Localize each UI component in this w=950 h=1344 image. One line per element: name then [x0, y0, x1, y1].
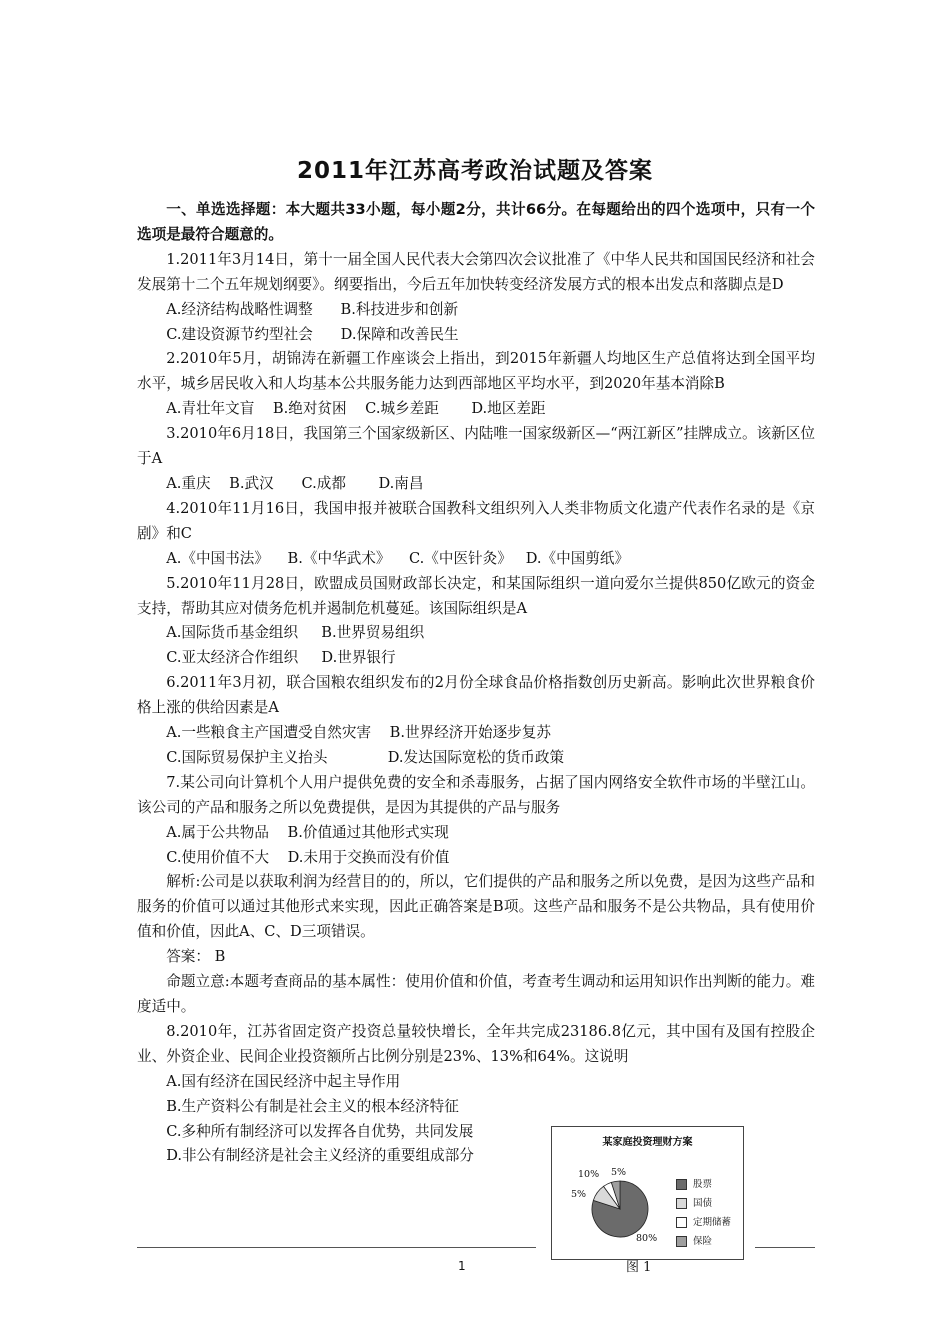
legend-label-insurance: 保险 — [693, 1236, 713, 1247]
footer-divider-right — [755, 1247, 815, 1248]
question-8-option-a: A.国有经济在国民经济中起主导作用 — [166, 1072, 401, 1090]
question-6-options-ab: A.一些粮食主产国遭受自然灾害 B.世界经济开始逐步复苏 — [166, 724, 551, 742]
legend-item-insurance — [676, 1232, 731, 1251]
footer-divider-left — [137, 1247, 536, 1248]
question-4: 4.2010年11月16日，我国申报并被联合国教科文组织列入人类非物质文化遗产代表作名录的是《京剧》和C — [137, 499, 815, 542]
question-7-options-cd: C.使用价值不大 D.未用于交换而没有价值 — [166, 848, 450, 866]
question-3: 3.2010年6月18日，我国第三个国家级新区、内陆唯一国家级新区—“两江新区”挂牌成立。该新区位于A — [137, 425, 815, 468]
question-8-option-c: C.多种所有制经济可以发挥各自优势，共同发展 — [166, 1122, 474, 1140]
legend-swatch-insurance — [676, 1236, 687, 1247]
legend-swatch-bonds — [676, 1198, 687, 1209]
section-heading: 一、单选选择题：本大题共33小题，每小题2分，共计66分。在每题给出的四个选项中，只有一个选项是最符合题意的。 — [137, 201, 815, 243]
question-8: 8.2010年，江苏省固定资产投资总量较快增长，全年共完成23186.8亿元，其中国有及国有控股企业、外资企业、民间企业投资额所占比例分别是23%、13%和64%。这说明 — [137, 1022, 815, 1065]
question-3-options: A.重庆 B.武汉 C.成都 D.南昌 — [166, 474, 424, 492]
page-number: 1 — [458, 1259, 466, 1273]
question-2: 2.2010年5月，胡锦涛在新疆工作座谈会上指出，到2015年新疆人均地区生产总值将达到全国平均水平，城乡居民收入和人均基本公共服务能力达到西部地区平均水平，到2020年基本消除B — [137, 350, 815, 393]
legend-item-bonds — [676, 1194, 731, 1213]
legend-swatch-stocks — [676, 1179, 687, 1190]
question-8-option-b: B.生产资料公有制是社会主义的根本经济特征 — [166, 1097, 459, 1115]
question-1-options-ab: A.经济结构战略性调整 B.科技进步和创新 — [166, 300, 459, 318]
data-label-bonds: 10% — [578, 1169, 600, 1180]
question-7-answer: 答案： B — [166, 948, 226, 966]
data-label-insurance: 5% — [611, 1167, 627, 1178]
question-5: 5.2010年11月28日，欧盟成员国财政部长决定，和某国际组织一道向爱尔兰提供850亿欧元的资金支持，帮助其应对债务危机并遏制危机蔓延。该国际组织是A — [137, 574, 815, 617]
document-body — [137, 198, 815, 1169]
legend-item-deposits — [676, 1213, 731, 1232]
question-6-options-cd: C.国际贸易保护主义抬头 D.发达国际宽松的货币政策 — [166, 748, 565, 766]
question-6: 6.2011年3月初，联合国粮农组织发布的2月份全球食品价格指数创历史新高。影响此次世界粮食价格上涨的供给因素是A — [137, 674, 815, 717]
data-label-deposits: 5% — [571, 1189, 587, 1200]
legend-label-stocks: 股票 — [693, 1179, 713, 1190]
question-7: 7.某公司向计算机个人用户提供免费的安全和杀毒服务，占据了国内网络安全软件市场的半壁江山。该公司的产品和服务之所以免费提供，是因为其提供的产品与服务 — [137, 773, 815, 816]
chart-title: 某家庭投资理财方案 — [602, 1137, 693, 1148]
question-7-intent: 命题立意:本题考查商品的基本属性：使用价值和价值，考查考生调动和运用知识作出判断的能力。难度适中。 — [137, 973, 815, 1015]
legend-label-bonds: 国债 — [693, 1198, 713, 1209]
question-2-options: A.青壮年文盲 B.绝对贫困 C.城乡差距 D.地区差距 — [166, 400, 546, 418]
question-4-options: A.《中国书法》 B.《中华武术》 C.《中医针灸》 D.《中国剪纸》 — [166, 549, 630, 567]
question-8-option-d: D.非公有制经济是社会主义经济的重要组成部分 — [166, 1147, 474, 1165]
question-5-options-cd: C.亚太经济合作组织 D.世界银行 — [166, 649, 396, 667]
chart-legend — [676, 1175, 731, 1251]
legend-swatch-deposits — [676, 1217, 687, 1228]
legend-item-stocks — [676, 1175, 731, 1194]
data-label-stocks: 80% — [636, 1233, 658, 1244]
page-title: 2011年江苏高考政治试题及答案 — [296, 158, 653, 184]
legend-label-deposits: 定期储蓄 — [693, 1217, 732, 1228]
question-1: 1.2011年3月14日，第十一届全国人民代表大会第四次会议批准了《中华人民共和国国民经济和社会发展第十二个五年规划纲要》。纲要指出，今后五年加快转变经济发展方式的根本出发点和落脚点是D — [137, 250, 815, 293]
figure-caption: 图 1 — [626, 1260, 652, 1275]
question-5-options-ab: A.国际货币基金组织 B.世界贸易组织 — [166, 624, 425, 642]
question-7-analysis: 解析:公司是以获取利润为经营目的的，所以，它们提供的产品和服务之所以免费，是因为这些产品和服务的价值可以通过其他形式来实现，因此正确答案是B项。这些产品和服务不是公共物品，具有使用价值和价值，因此A、C、D三项错误。 — [137, 873, 815, 941]
question-1-options-cd: C.建设资源节约型社会 D.保障和改善民生 — [166, 325, 459, 343]
question-7-options-ab: A.属于公共物品 B.价值通过其他形式实现 — [166, 823, 449, 841]
figure-1-pie-chart — [551, 1126, 744, 1260]
